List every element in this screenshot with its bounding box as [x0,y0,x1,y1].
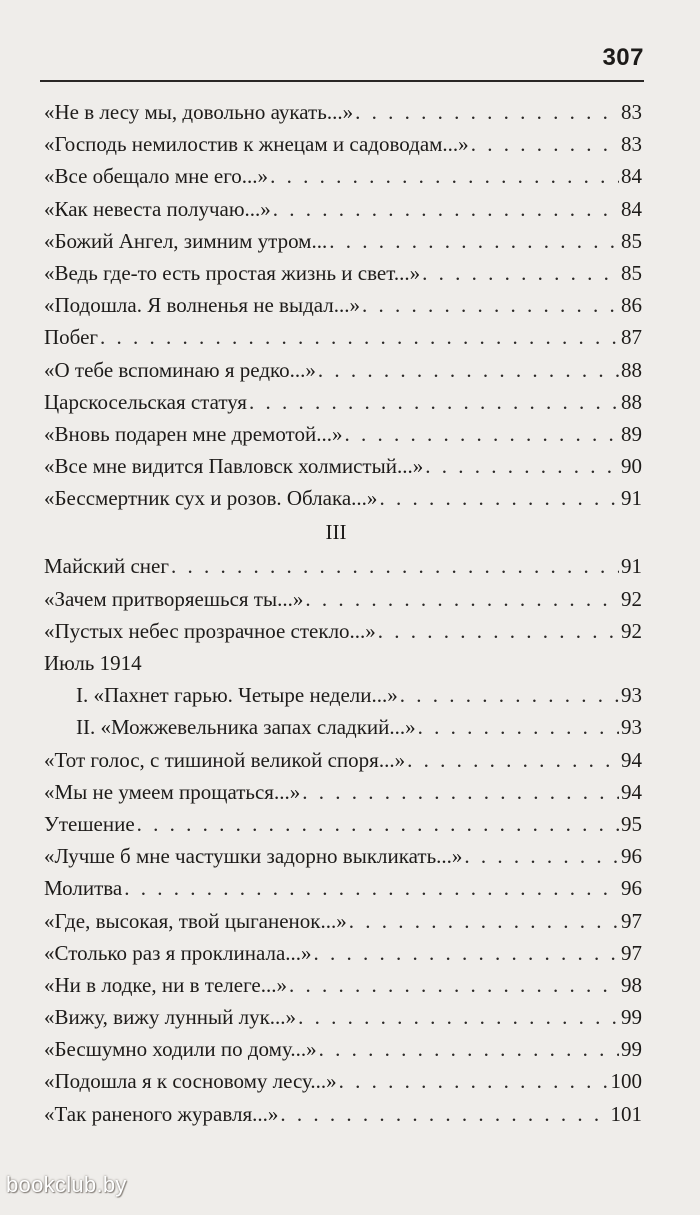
toc-entry [44,905,642,937]
toc-entry-title: «Подошла. Я волненья не выдал...» [44,293,360,318]
toc-entry [44,321,642,353]
toc-dot-leader [464,840,619,872]
toc-entry [44,550,642,582]
header-rule [40,80,644,82]
section-heading: III [325,520,347,545]
toc-dot-leader [355,96,619,128]
toc-entry [44,872,642,904]
toc-entry-page: 91 [621,554,642,579]
toc-entry-page: 96 [621,844,642,869]
toc-entry-title: I. «Пахнет гарью. Четыре недели...» [76,683,398,708]
toc-entry-page: 94 [621,779,642,804]
toc-dot-leader [339,1065,609,1097]
toc-entry [44,1033,642,1065]
toc-entry [44,1065,642,1097]
toc-entry [44,354,642,386]
running-header-faded [30,40,590,70]
toc-entry [44,937,642,969]
toc-dot-leader [305,583,619,615]
toc-entry-title: «Зачем притворяешься ты...» [44,586,304,611]
toc-entry-page: 94 [621,747,642,772]
toc-entry-title: II. «Можжевельника запах сладкий...» [76,715,416,740]
toc-entry [44,482,642,514]
toc-dot-leader [314,937,619,969]
toc-group-heading: Июль 1914 [44,651,142,675]
toc-entry-title: Утешение [44,811,135,836]
toc-entry [44,418,642,450]
toc-entry-title: «Мы не умеем прощаться...» [44,779,301,804]
toc-entry-title: «Лучше б мне частушки задорно выкликать...» [44,844,463,869]
toc-entry [44,583,642,615]
toc-entry-page: 99 [621,1005,642,1030]
toc-entry [44,615,642,647]
toc-dot-leader [124,872,619,904]
page-number: 307 [602,44,644,71]
toc-entry-page: 88 [621,357,642,382]
toc-dot-leader [302,776,619,808]
toc-dot-leader [379,482,619,514]
toc-entry-title: Молитва [44,876,123,901]
toc-entry-title: «Ни в лодке, ни в телеге...» [44,972,287,997]
toc-dot-leader [289,969,619,1001]
toc-entry-title: «Господь немилостив к жнецам и садоводам...» [44,132,469,157]
toc-dot-leader [425,450,619,482]
toc-entry-page: 85 [621,228,642,253]
toc-dot-leader [171,550,619,582]
toc-dot-leader [378,615,619,647]
toc-entry-title: «Бессмертник сух и розов. Облака...» [44,486,378,511]
toc-entry [44,808,642,840]
toc-dot-leader [422,257,619,289]
toc-entry-page: 85 [621,260,642,285]
toc-entry-page: 92 [621,618,642,643]
toc-entry-title: Побег [44,325,99,350]
toc-dot-leader [319,1033,619,1065]
toc-entry-title: «Где, высокая, твой цыганенок...» [44,908,347,933]
toc-dot-leader [418,711,619,743]
toc-entry [44,1098,642,1130]
toc-entry [44,257,642,289]
toc-dot-leader [100,321,619,353]
toc-entry-page: 100 [610,1069,642,1094]
toc-dot-leader [249,386,619,418]
toc-entry-page: 97 [621,908,642,933]
toc-entry-title: «Подошла я к сосновому лесу...» [44,1069,337,1094]
toc-dot-leader [270,160,619,192]
toc-entry-page: 95 [621,811,642,836]
toc-entry [44,128,642,160]
toc-dot-leader [471,128,619,160]
toc-entry [44,225,642,257]
toc-group-after-a [44,550,642,647]
toc-entry-page: 93 [621,683,642,708]
toc-entry [44,1001,642,1033]
toc-entry-title: «Как невеста получаю...» [44,196,271,221]
toc-entry [44,160,642,192]
toc-entry-title: «Бесшумно ходили по дому...» [44,1037,317,1062]
toc-entry-title: «Пустых небес прозрачное стекло...» [44,618,376,643]
toc-dot-leader [344,418,619,450]
toc-dot-leader [400,679,619,711]
toc-entry-page: 93 [621,715,642,740]
toc-entry [44,193,642,225]
toc-entry-title: «О тебе вспоминаю я редко...» [44,357,316,382]
toc-entry [44,679,642,711]
toc-entry [44,386,642,418]
toc-entry-page: 97 [621,940,642,965]
toc-dot-leader [318,354,619,386]
toc-entry-page: 101 [610,1101,642,1126]
toc-entry-title: Царскосельская статуя [44,389,247,414]
toc-entry-page: 84 [621,164,642,189]
toc-entry-title: «Столько раз я проклинала...» [44,940,312,965]
toc-entry-page: 86 [621,293,642,318]
toc-entry-title: «Все обещало мне его...» [44,164,269,189]
toc-entry-page: 92 [621,586,642,611]
toc-entry-title: «Так раненого журавля...» [44,1101,279,1126]
toc-entry-page: 89 [621,421,642,446]
toc-entry-page: 84 [621,196,642,221]
toc-entry [44,744,642,776]
toc-dot-leader [298,1001,619,1033]
toc-group-after-b [44,744,642,1130]
toc-dot-leader [362,289,619,321]
table-of-contents [44,96,642,1130]
toc-entry-title: «Тот голос, с тишиной великой споря...» [44,747,406,772]
toc-entry [44,840,642,872]
toc-entry-page: 96 [621,876,642,901]
toc-entry [44,969,642,1001]
toc-entry-title: Майский снег [44,554,169,579]
toc-entry-page: 91 [621,486,642,511]
toc-entry-title: «Вновь подарен мне дремотой...» [44,421,343,446]
toc-entry-title: «Ведь где-то есть простая жизнь и свет...» [44,260,421,285]
toc-entry-page: 83 [621,100,642,124]
toc-entry-page: 98 [621,972,642,997]
toc-dot-leader [137,808,619,840]
toc-entry-title: «Не в лесу мы, довольно аукать...» [44,100,354,124]
toc-sub-entries [44,679,642,743]
toc-entry-title: «Вижу, вижу лунный лук...» [44,1005,297,1030]
toc-entry-page: 83 [621,132,642,157]
toc-entry [44,450,642,482]
toc-dot-leader [273,193,619,225]
toc-entry [44,776,642,808]
toc-entry-title: «Божий Ангел, зимним утром... [44,228,328,253]
toc-entry-page: 88 [621,389,642,414]
toc-group-before [44,96,642,514]
toc-dot-leader [329,225,619,257]
toc-dot-leader [349,905,619,937]
toc-dot-leader [407,744,619,776]
toc-entry-page: 99 [621,1037,642,1062]
toc-entry-page: 90 [621,454,642,479]
site-watermark: bookclub.by [6,1172,127,1197]
toc-entry [44,96,642,128]
toc-entry-title: «Все мне видится Павловск холмистый...» [44,454,424,479]
toc-entry-page: 87 [621,325,642,350]
toc-dot-leader [280,1098,608,1130]
toc-entry [44,711,642,743]
toc-entry [44,289,642,321]
